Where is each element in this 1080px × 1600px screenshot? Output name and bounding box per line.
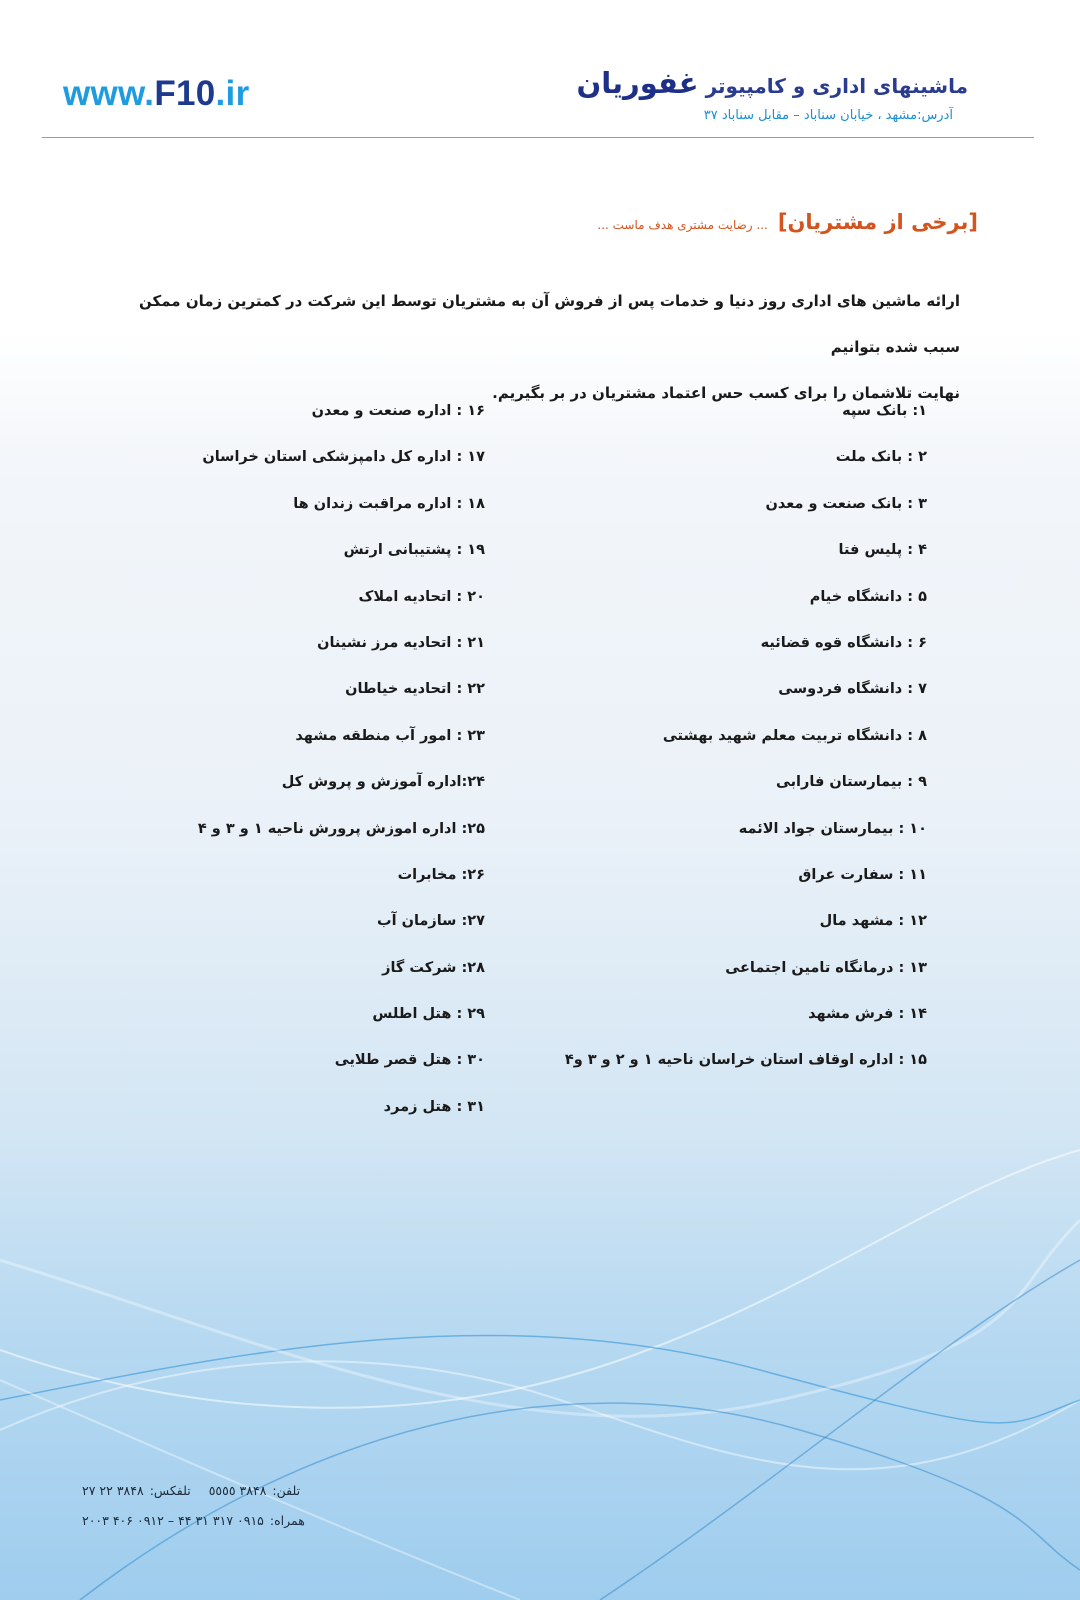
intro-line: نهایت تلاشمان را برای کسب حس اعتماد مشتریان در بر بگیریم. — [492, 384, 960, 402]
company-address: آدرس:مشهد ، خیابان سناباد – مقابل سناباد ۳۷ — [703, 108, 953, 123]
client-item: ۵ : دانشگاه خیام — [809, 588, 927, 605]
client-item: ۲۹ : هتل اطلس — [372, 1006, 485, 1023]
client-item: ۱: بانک سپه — [842, 403, 927, 419]
footer-contact — [82, 1476, 305, 1536]
client-item: ۹ : بیمارستان فارابی — [775, 774, 927, 791]
mobile-label: همراه: — [269, 1513, 305, 1528]
client-item: ۴ : پلیس فتا — [838, 542, 927, 559]
client-item: ۷ : دانشگاه فردوسی — [778, 681, 927, 698]
wave-line — [0, 1361, 1080, 1469]
client-item: ۱۳ : درمانگاه تامین اجتماعی — [725, 959, 927, 976]
client-item: ۲۵: اداره اموزش پرورش ناحیه ۱ و ۳ و ۴ — [197, 820, 485, 837]
client-item: ۳۰ : هتل قصر طلایی — [334, 1052, 485, 1069]
company-name-brand: غفوریان — [576, 66, 699, 100]
client-item: ۱۹ : پشتیبانی ارتش — [343, 542, 485, 559]
client-item: ۲۲ : اتحادیه خیاطان — [345, 681, 485, 698]
client-column-right — [467, 400, 927, 1096]
mobile-numbers: ۰۹۱۵ ۳۱۷ ۳۱ ۴۴ – ۰۹۱۲ ۴۰۶ ۲۰۰۳ — [82, 1513, 264, 1528]
section-tagline: ... رضایت مشتری هدف ماست ... — [597, 218, 768, 232]
wave-line — [600, 1260, 1080, 1600]
client-item: ۲۱ : اتحادیه مرز نشینان — [317, 634, 485, 651]
client-item: ۲۶: مخابرات — [397, 866, 485, 883]
company-name — [577, 66, 968, 100]
client-item: ۱۸ : اداره مراقبت زندان ها — [293, 495, 485, 512]
client-item: ۲۳ : امور آب منطقه مشهد — [295, 727, 485, 744]
wave-line — [0, 1220, 1080, 1416]
website-url[interactable] — [63, 74, 250, 114]
client-item: ۱۰ : بیمارستان جواد الائمه — [738, 820, 927, 837]
section-heading — [597, 210, 978, 234]
letterhead — [0, 0, 1080, 140]
intro-paragraph — [130, 278, 960, 416]
url-domain: F10 — [154, 74, 216, 113]
client-item: ۸ : دانشگاه تربیت معلم شهید بهشتی — [662, 727, 927, 744]
client-item: ۲ : بانک ملت — [835, 449, 927, 466]
mobile-line — [82, 1506, 305, 1536]
phone-label: تلفن: — [272, 1483, 301, 1498]
client-item: ۳ : بانک صنعت و معدن — [765, 495, 927, 512]
url-suffix: .ir — [215, 74, 250, 113]
client-item: ۲۷: سازمان آب — [377, 913, 485, 930]
client-item: ۲۸: شرکت گاز — [382, 959, 485, 976]
client-item: ۲۰ : اتحادیه املاک — [358, 588, 485, 605]
section-title: [برخی از مشتریان] — [777, 210, 978, 234]
intro-line: ارائه ماشین های اداری روز دنیا و خدمات پس از فروش آن به مشتریان توسط این شرکت در کمترین زمان ممکن سبب شده بتوانیم — [139, 292, 960, 356]
client-item: ۱۵ : اداره اوقاف استان خراسان ناحیه ۱ و ۲ و ۳ و۴ — [564, 1052, 927, 1069]
client-column-left — [25, 400, 485, 1142]
url-prefix: www. — [63, 74, 155, 113]
phone-number: ۳۸۴۸ ٥٥٥٥ — [208, 1483, 267, 1498]
fax-number: ۳۸۴۸ ۲۲ ۲۷ — [82, 1483, 144, 1498]
fax-label: تلفکس: — [149, 1483, 191, 1498]
company-name-prefix: ماشینهای اداری و کامپیوتر — [705, 74, 968, 98]
client-item: ۱۶ : اداره صنعت و معدن — [311, 403, 485, 419]
client-item: ۳۱ : هتل زمرد — [383, 1098, 485, 1115]
client-item: ۲۴:اداره آموزش و پروش کل — [281, 774, 485, 791]
client-item: ۱۷ : اداره کل دامپزشکی استان خراسان — [202, 449, 485, 466]
client-item: ۶ : دانشگاه قوه قضائیه — [760, 634, 927, 651]
phone-fax-line — [82, 1476, 305, 1506]
header-divider — [42, 137, 1034, 138]
client-item: ۱۲ : مشهد مال — [819, 913, 927, 930]
client-item: ۱۱ : سفارت عراق — [798, 866, 927, 883]
client-item: ۱۴ : فرش مشهد — [808, 1006, 927, 1023]
